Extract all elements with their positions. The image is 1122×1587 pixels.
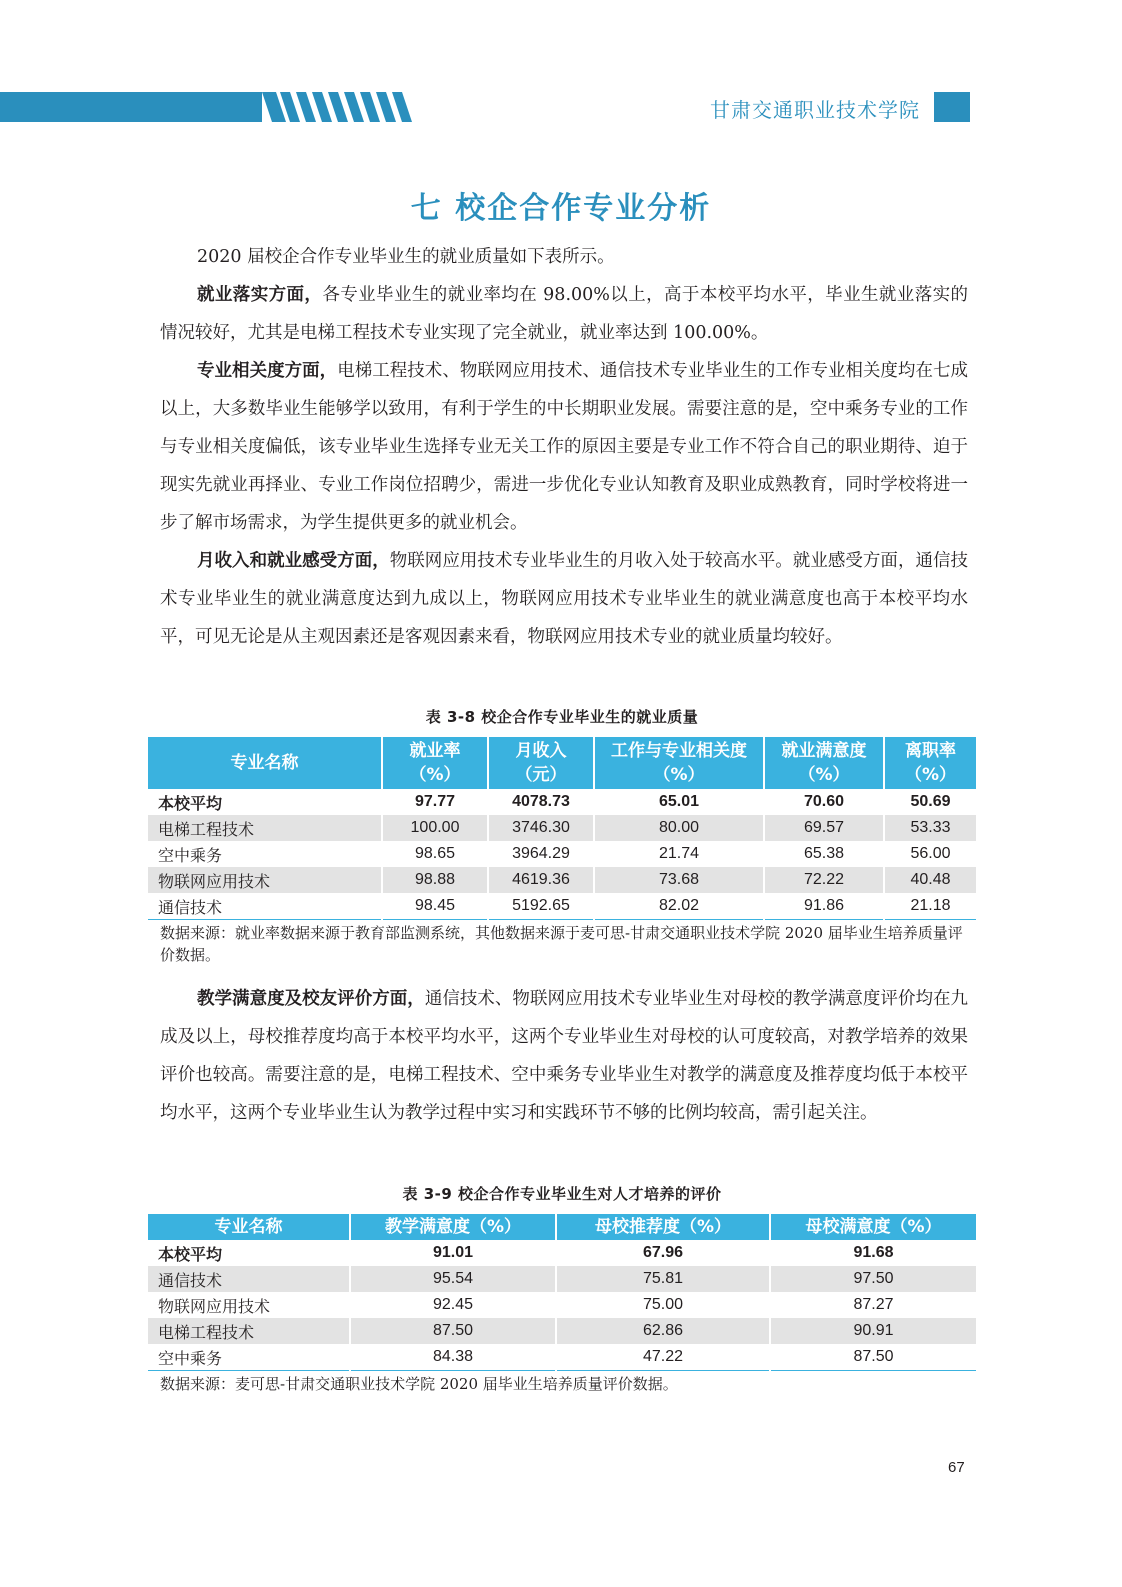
column-header-label: 专业名称 [230,753,299,773]
value-cell: 82.02 [594,893,764,920]
body-paragraph [160,276,968,352]
table-3-9-block [148,1183,976,1395]
header-school-name: 甘肃交通职业技术学院 [710,98,920,122]
major-name-cell: 电梯工程技术 [148,815,382,841]
major-name-cell: 空中乘务 [148,1344,350,1371]
major-name-cell: 物联网应用技术 [158,1296,271,1316]
value-cell: 69.57 [764,815,884,841]
table-row-average [148,789,976,815]
page-number: 67 [948,1459,965,1476]
value-cell: 50.69 [884,789,976,815]
major-name-cell: 物联网应用技术 [148,867,382,893]
column-header-label: 就业率 [409,741,461,761]
major-name-cell: 本校平均 [158,793,223,813]
major-name-cell: 电梯工程技术 [148,1318,350,1344]
value-cell: 75.00 [556,1292,770,1318]
table-row [148,1266,976,1292]
text-block-2 [160,980,968,1132]
table-row-average [148,1240,976,1266]
value-cell: 97.77 [382,789,488,815]
evaluation-paragraphs [160,980,968,1132]
training-evaluation-table [148,1214,976,1371]
value-cell: 67.96 [556,1240,770,1266]
value-cell: 84.38 [350,1344,556,1371]
major-name-cell: 通信技术 [148,1266,350,1292]
value-cell: 3746.30 [488,815,594,841]
column-header [884,737,976,789]
table-source-note: 数据来源：麦可思-甘肃交通职业技术学院 2020 届毕业生培养质量评价数据。 [160,1375,678,1393]
intro-paragraph: 2020 届校企合作专业毕业生的就业质量如下表所示。 [197,247,615,267]
table-row [148,1318,976,1344]
value-cell: 40.48 [884,867,976,893]
column-header [594,737,764,789]
column-header [382,737,488,789]
header-end-block [936,92,970,122]
value-cell: 98.65 [382,841,488,867]
value-cell: 4619.36 [488,867,594,893]
column-header-unit: （%） [409,765,461,785]
value-cell: 47.22 [556,1344,770,1371]
table-caption: 表 3-8 校企合作专业毕业生的就业质量 [425,708,699,726]
value-cell: 75.81 [556,1266,770,1292]
table-row [148,867,976,893]
header-stripes-decoration [262,92,414,122]
value-cell: 98.88 [382,867,488,893]
paragraph-lead: 专业相关度方面， [197,361,338,381]
value-cell: 87.27 [770,1292,976,1318]
body-paragraph [160,542,968,656]
column-header: 专业名称 [148,1214,350,1240]
major-name-cell: 通信技术 [148,893,382,920]
value-cell: 4078.73 [488,789,594,815]
column-header-label: 工作与专业相关度 [611,741,747,761]
value-cell: 98.45 [382,893,488,920]
column-header: 母校推荐度（%） [556,1214,770,1240]
column-header-label: 月收入 [515,741,567,761]
value-cell: 87.50 [770,1344,976,1371]
value-cell: 73.68 [594,867,764,893]
value-cell: 21.18 [884,893,976,920]
value-cell: 70.60 [764,789,884,815]
column-header [148,737,382,789]
analysis-paragraphs [160,276,968,656]
table-row [148,1344,976,1371]
value-cell: 3964.29 [488,841,594,867]
column-header: 教学满意度（%） [350,1214,556,1240]
column-header: 母校满意度（%） [770,1214,976,1240]
value-cell: 97.50 [770,1266,976,1292]
value-cell: 5192.65 [488,893,594,920]
value-cell: 92.45 [350,1292,556,1318]
column-header-unit: （元） [515,765,567,785]
value-cell: 72.22 [764,867,884,893]
value-cell: 100.00 [382,815,488,841]
text-block-1 [160,238,968,656]
column-header-label: 就业满意度 [781,741,867,761]
section-title: 七 校企合作专业分析 [410,191,712,226]
paragraph-text: 物联网应用技术专业毕业生的月收入处于较高水平。就业感受方面，通信技术专业毕业生的就业满意度达到九成以上，物联网应用技术专业毕业生的就业满意度也高于本校平均水平，可见无论是从主观因素还是客观因素来看，物联网应用技术专业的就业质量均较好。 [160,551,969,647]
table-row [148,815,976,841]
value-cell: 65.01 [594,789,764,815]
value-cell: 53.33 [884,815,976,841]
paragraph-text: 通信技术、物联网应用技术专业毕业生对母校的教学满意度评价均在九成及以上，母校推荐度均高于本校平均水平，这两个专业毕业生对母校的认可度较高，对教学培养的效果评价也较高。需要注意的是，电梯工程技术、空中乘务专业毕业生对教学的满意度及推荐度均低于本校平均水平，这两个专业毕业生认为教学过程中实习和实践环节不够的比例均较高，需引起关注。 [160,989,969,1123]
page-header [0,92,970,128]
value-cell: 91.86 [764,893,884,920]
paragraph-lead: 就业落实方面， [197,285,323,305]
value-cell: 65.38 [764,841,884,867]
value-cell: 91.01 [350,1240,556,1266]
column-header [488,737,594,789]
paragraph-text: 电梯工程技术、物联网应用技术、通信技术专业毕业生的工作专业相关度均在七成以上，大多数毕业生能够学以致用，有利于学生的中长期职业发展。需要注意的是，空中乘务专业的工作与专业相关度偏低，该专业毕业生选择专业无关工作的原因主要是专业工作不符合自己的职业期待、迫于现实先就业再择业、专业工作岗位招聘少，需进一步优化专业认知教育及职业成熟教育，同时学校将进一步了解市场需求，为学生提供更多的就业机会。 [160,361,968,533]
column-header-unit: （%） [904,765,957,785]
employment-quality-table [148,737,976,920]
value-cell: 80.00 [594,815,764,841]
table-3-8-block [148,706,976,966]
value-cell: 62.86 [556,1318,770,1344]
body-paragraph [160,352,968,542]
table-source-note: 数据来源：就业率数据来源于教育部监测系统，其他数据来源于麦可思-甘肃交通职业技术学院 2020 届毕业生培养质量评价数据。 [160,924,963,964]
paragraph-text: 各专业毕业生的就业率均在 98.00%以上，高于本校平均水平，毕业生就业落实的情况较好，尤其是电梯工程技术专业实现了完全就业，就业率达到 100.00%。 [160,285,968,343]
value-cell: 56.00 [884,841,976,867]
table-row [148,1292,976,1318]
value-cell: 21.74 [594,841,764,867]
value-cell: 87.50 [350,1318,556,1344]
value-cell: 90.91 [770,1318,976,1344]
column-header [764,737,884,789]
column-header-unit: （%） [798,765,850,785]
table-caption: 表 3-9 校企合作专业毕业生对人才培养的评价 [402,1185,722,1203]
column-header-label: 离职率 [905,741,956,761]
table-row [148,893,976,920]
table-row [148,841,976,867]
body-paragraph [160,980,968,1132]
paragraph-lead: 教学满意度及校友评价方面， [197,989,425,1009]
value-cell: 95.54 [350,1266,556,1292]
major-name-cell: 空中乘务 [158,845,223,865]
value-cell: 91.68 [770,1240,976,1266]
paragraph-lead: 月收入和就业感受方面， [197,551,390,571]
major-name-cell: 本校平均 [158,1244,223,1264]
table-header-row [148,1214,976,1240]
table-header-row [148,737,976,789]
column-header-unit: （%） [653,765,705,785]
